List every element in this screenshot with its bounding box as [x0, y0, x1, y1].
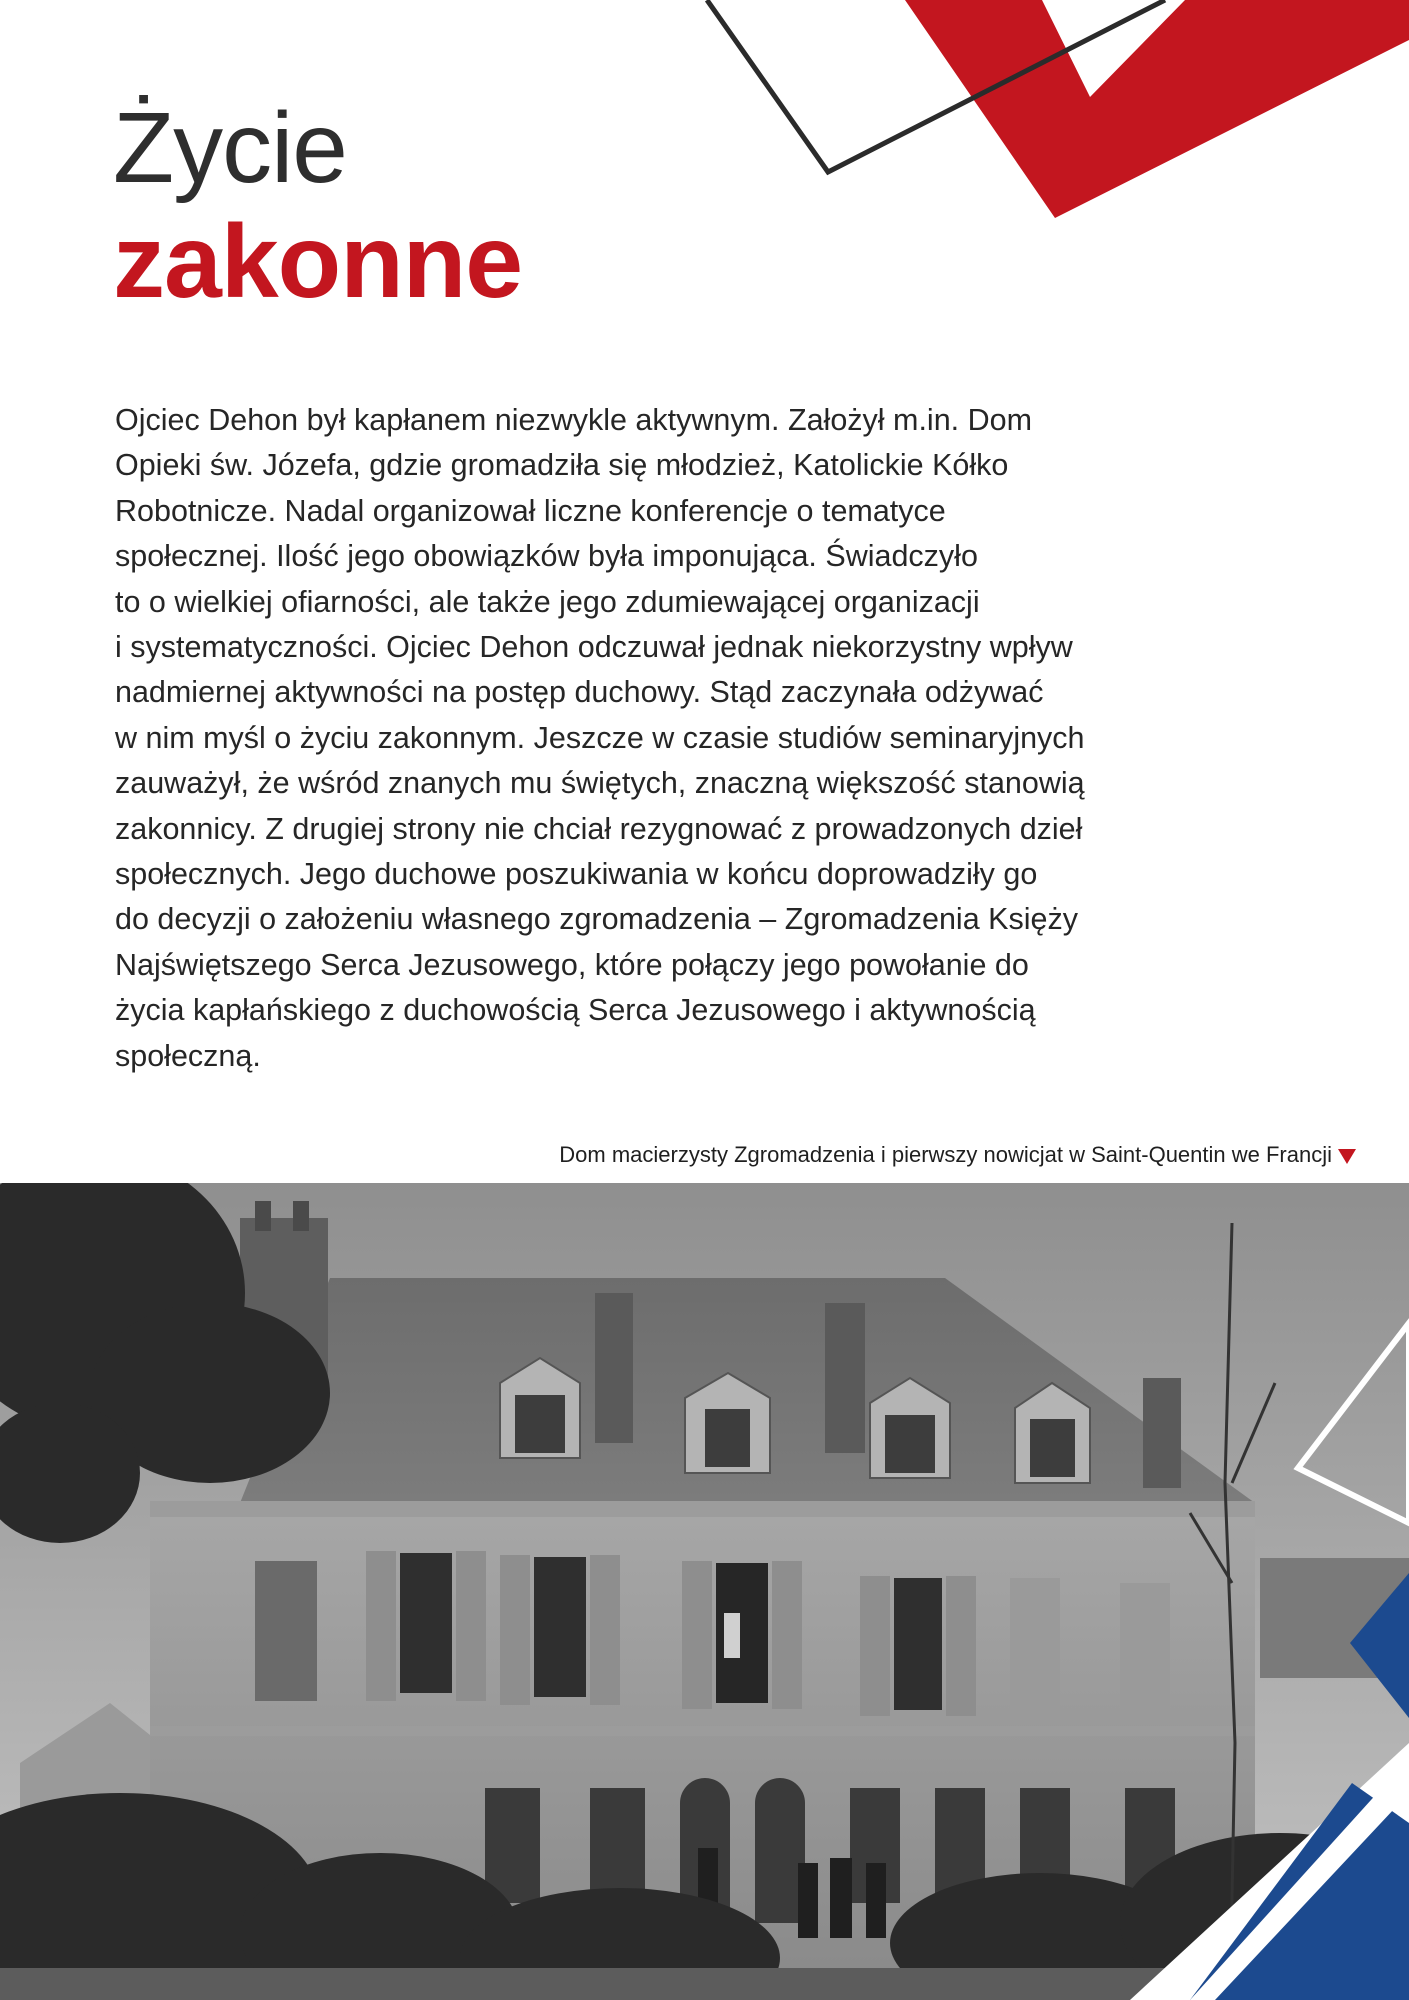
title-line-1: Życie: [113, 92, 347, 204]
historic-building-photo: [0, 1183, 1409, 2000]
body-line: zauważył, że wśród znanych mu świętych, znaczną większość stanowią: [115, 766, 1085, 801]
body-line: Opieki św. Józefa, gdzie gromadziła się młodzież, Katolickie Kółko: [115, 448, 1009, 483]
body-line: nadmiernej aktywności na postęp duchowy. Stąd zaczynała odżywać: [115, 675, 1044, 710]
body-line: zakonnicy. Z drugiej strony nie chciał rezygnować z prowadzonych dzieł: [115, 811, 1083, 846]
body-line: do decyzji o założeniu własnego zgromadzenia – Zgromadzenia Księży: [115, 902, 1078, 937]
photo-caption: [559, 1142, 1356, 1168]
body-paragraph: [115, 398, 1295, 1079]
title-line-2: zakonne: [113, 204, 523, 320]
body-line: społecznych. Jego duchowe poszukiwania w końcu doprowadziły go: [115, 857, 1038, 892]
caption-text: Dom macierzysty Zgromadzenia i pierwszy nowicjat w Saint-Quentin we Francji: [559, 1142, 1332, 1167]
body-line: Ojciec Dehon był kapłanem niezwykle aktywnym. Założył m.in. Dom: [115, 403, 1033, 437]
body-line: i systematyczności. Ojciec Dehon odczuwał jednak niekorzystny wpływ: [115, 630, 1073, 665]
body-line: społeczną.: [115, 1038, 261, 1073]
red-chevron-shape: [905, 0, 1409, 218]
body-line: Robotnicze. Nadal organizował liczne konferencje o tematyce: [115, 493, 946, 528]
body-line: Najświętszego Serca Jezusowego, które połączy jego powołanie do: [115, 947, 1029, 982]
body-line: życia kapłańskiego z duchowością Serca Jezusowego i aktywnością: [115, 993, 1036, 1028]
body-line: w nim myśl o życiu zakonnym. Jeszcze w czasie studiów seminaryjnych: [115, 720, 1085, 755]
down-arrow-icon: [1338, 1149, 1356, 1164]
body-line: to o wielkiej ofiarności, ale także jego zdumiewającej organizacji: [115, 584, 980, 619]
body-line: społecznej. Ilość jego obowiązków była imponująca. Świadczyło: [115, 539, 978, 574]
